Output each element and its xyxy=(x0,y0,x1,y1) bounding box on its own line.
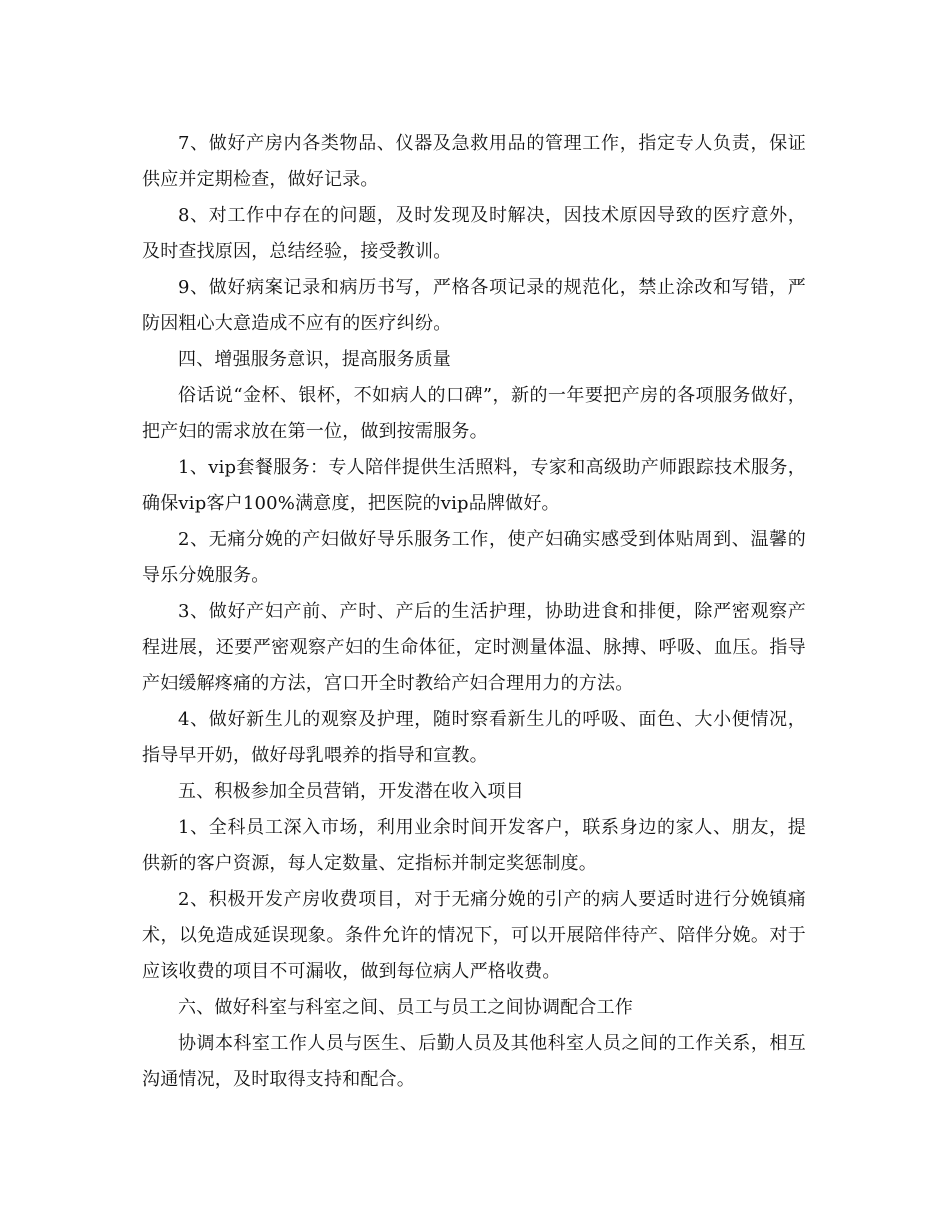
paragraph-item-8: 8、对工作中存在的问题，及时发现及时解决，因技术原因导致的医疗意外，及时查找原因，总结经验，接受教训。 xyxy=(142,205,806,262)
paragraph-coordination: 协调本科室工作人员与医生、后勤人员及其他科室人员之间的工作关系，相互沟通情况，及时取得支持和配合。 xyxy=(142,1033,806,1090)
paragraph-vip-service: 1、vip套餐服务：专人陪伴提供生活照料，专家和高级助产师跟踪技术服务，确保vip客户100%满意度，把医院的vip品牌做好。 xyxy=(142,457,806,514)
paragraph-maternal-care: 3、做好产妇产前、产时、产后的生活护理，协助进食和排便，除严密观察产程进展，还要严密观察产妇的生命体征，定时测量体温、脉搏、呼吸、血压。指导产妇缓解疼痛的方法，宫口开全时教给产妇合理用力的方法。 xyxy=(142,601,806,694)
paragraph-item-7: 7、做好产房内各类物品、仪器及急救用品的管理工作，指定专人负责，保证供应并定期检查，做好记录。 xyxy=(142,133,806,190)
paragraph-newborn-care: 4、做好新生儿的观察及护理，随时察看新生儿的呼吸、面色、大小便情况，指导早开奶，做好母乳喂养的指导和宣教。 xyxy=(142,709,806,766)
paragraph-service-intro: 俗话说“金杯、银杯，不如病人的口碑”，新的一年要把产房的各项服务做好，把产妇的需求放在第一位，做到按需服务。 xyxy=(142,385,806,442)
paragraph-painless-delivery: 2、无痛分娩的产妇做好导乐服务工作，使产妇确实感受到体贴周到、温馨的导乐分娩服务。 xyxy=(142,529,806,586)
paragraph-marketing: 1、全科员工深入市场，利用业余时间开发客户，联系身边的家人、朋友，提供新的客户资源，每人定数量、定指标并制定奖惩制度。 xyxy=(142,817,806,874)
section-heading-5: 五、积极参加全员营销，开发潜在收入项目 xyxy=(178,781,524,802)
section-heading-6: 六、做好科室与科室之间、员工与员工之间协调配合工作 xyxy=(178,997,633,1018)
paragraph-item-9: 9、做好病案记录和病历书写，严格各项记录的规范化，禁止涂改和写错，严防因粗心大意造成不应有的医疗纠纷。 xyxy=(142,277,806,334)
paragraph-charge-items: 2、积极开发产房收费项目，对于无痛分娩的引产的病人要适时进行分娩镇痛术，以免造成延误现象。条件允许的情况下，可以开展陪伴待产、陪伴分娩。对于应该收费的项目不可漏收，做到每位病人严格收费。 xyxy=(142,889,806,982)
section-heading-4: 四、增强服务意识，提高服务质量 xyxy=(178,349,451,370)
document-body xyxy=(142,126,806,1098)
